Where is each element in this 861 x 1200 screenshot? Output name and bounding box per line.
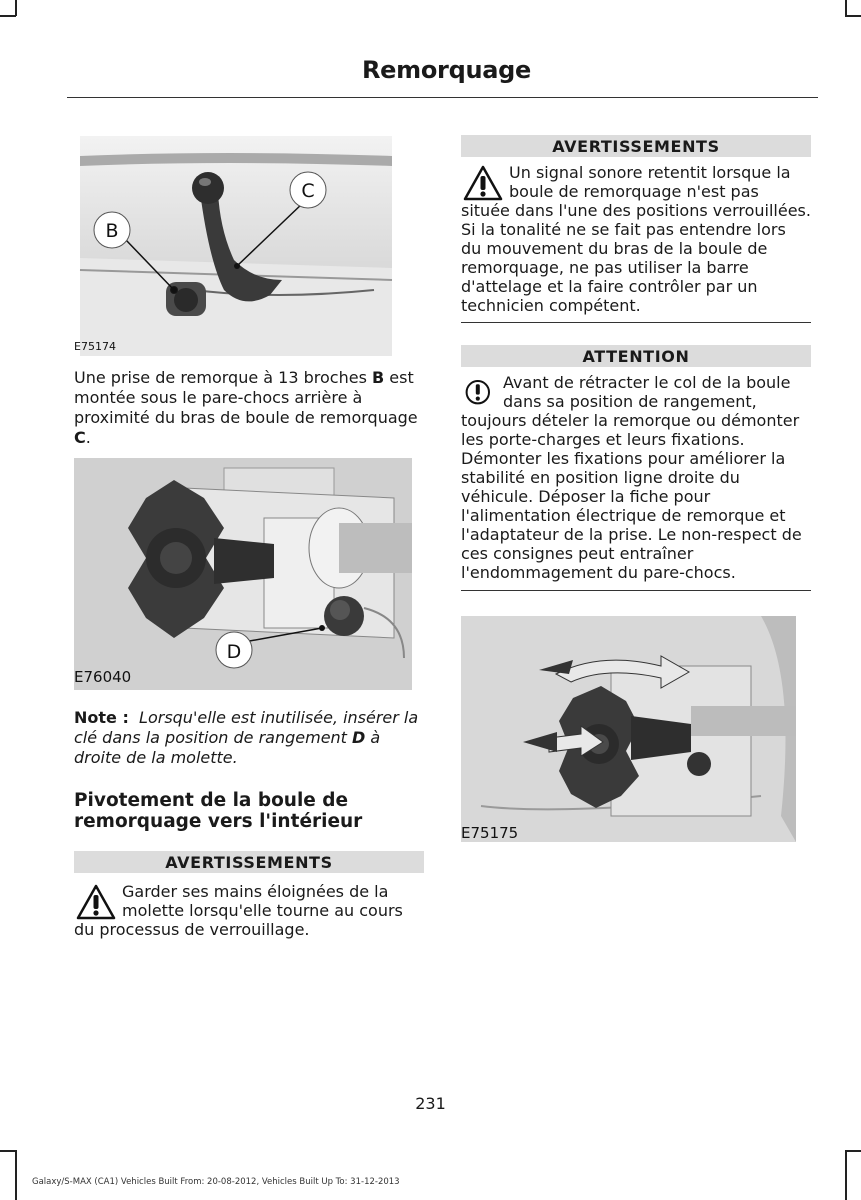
ref-b: B [372,368,385,387]
ref-d: D [352,728,366,747]
figure-rotating-knob [461,616,796,842]
figure-id: E75174 [74,340,116,353]
box-divider [461,322,811,323]
warning-banner: AVERTISSEMENTS [74,851,424,873]
callout-b: B [105,220,119,242]
crop-mark [15,0,17,16]
crop-mark [0,1150,16,1152]
figure-id: E76040 [74,668,132,686]
callout-d: D [226,641,242,663]
page-number: 231 [415,1094,446,1113]
attention-exclamation-icon [465,375,497,411]
warning-box-left [74,851,424,939]
figure-towbar-socket [74,130,424,356]
knob-illustration [74,458,424,690]
left-column [74,130,424,939]
warning-banner: AVERTISSEMENTS [461,135,811,157]
section-heading: Pivotement de la boule de remorquage vers l'intérieur [74,790,363,832]
warning-triangle-icon [463,165,503,201]
attention-text: Avant de rétracter le col de la boule dans sa position de rangement, toujours dételer la remorque ou démonter les porte-charges et leurs fixations. Démonter les fixations pour améliorer la stabilité en position ligne droite du véhicule. Déposer la fiche pour l'alimentation électrique de remorque et l'adaptateur de la prise. Le non-respect de ces consignes peut entraîner l'endommagement du pare-chocs. [461,373,802,582]
intro-paragraph: Une prise de remorque à 13 broches B est montée sous le pare-chocs arrière à proximité du bras de boule de remorquage C. [74,368,418,447]
title-divider [67,97,818,98]
attention-box [461,345,811,591]
callout-c: C [301,180,315,202]
warning-triangle-icon [76,884,116,920]
box-divider [461,590,811,591]
note-label: Note : [74,708,129,727]
crop-mark [845,15,861,17]
warning-text: Un signal sonore retentit lorsque la boule de remorquage n'est pas située dans l'une des positions verrouillées. Si la tonalité ne se fait pas entendre lors du mouvement du bras de la boule de remorquage, ne pas utiliser la barre d'attelage et la faire contrôler par un technicien compétent. [461,163,811,315]
crop-mark [845,1150,861,1152]
warning-box-right [461,135,811,323]
attention-banner: ATTENTION [461,345,811,367]
footer-vehicle-info: Galaxy/S-MAX (CA1) Vehicles Built From: 20-08-2012, Vehicles Built Up To: 31-12-2013 [32,1177,400,1187]
crop-mark [845,1150,847,1200]
figure-id: E75175 [461,824,519,842]
ref-c: C [74,428,86,447]
towbar-socket-illustration [74,130,424,356]
crop-mark [845,0,847,16]
page-title: Remorquage [361,56,531,84]
figure-knob [74,458,424,690]
note-paragraph: Note : Lorsqu'elle est inutilisée, insérer la clé dans la position de rangement D à droite de la molette. [74,708,419,767]
crop-mark [0,15,16,17]
right-column [461,130,811,842]
crop-mark [15,1150,17,1200]
rotating-knob-illustration [461,616,796,842]
warning-text: Garder ses mains éloignées de la molette lorsqu'elle tourne au cours du processus de verrouillage. [74,882,403,939]
